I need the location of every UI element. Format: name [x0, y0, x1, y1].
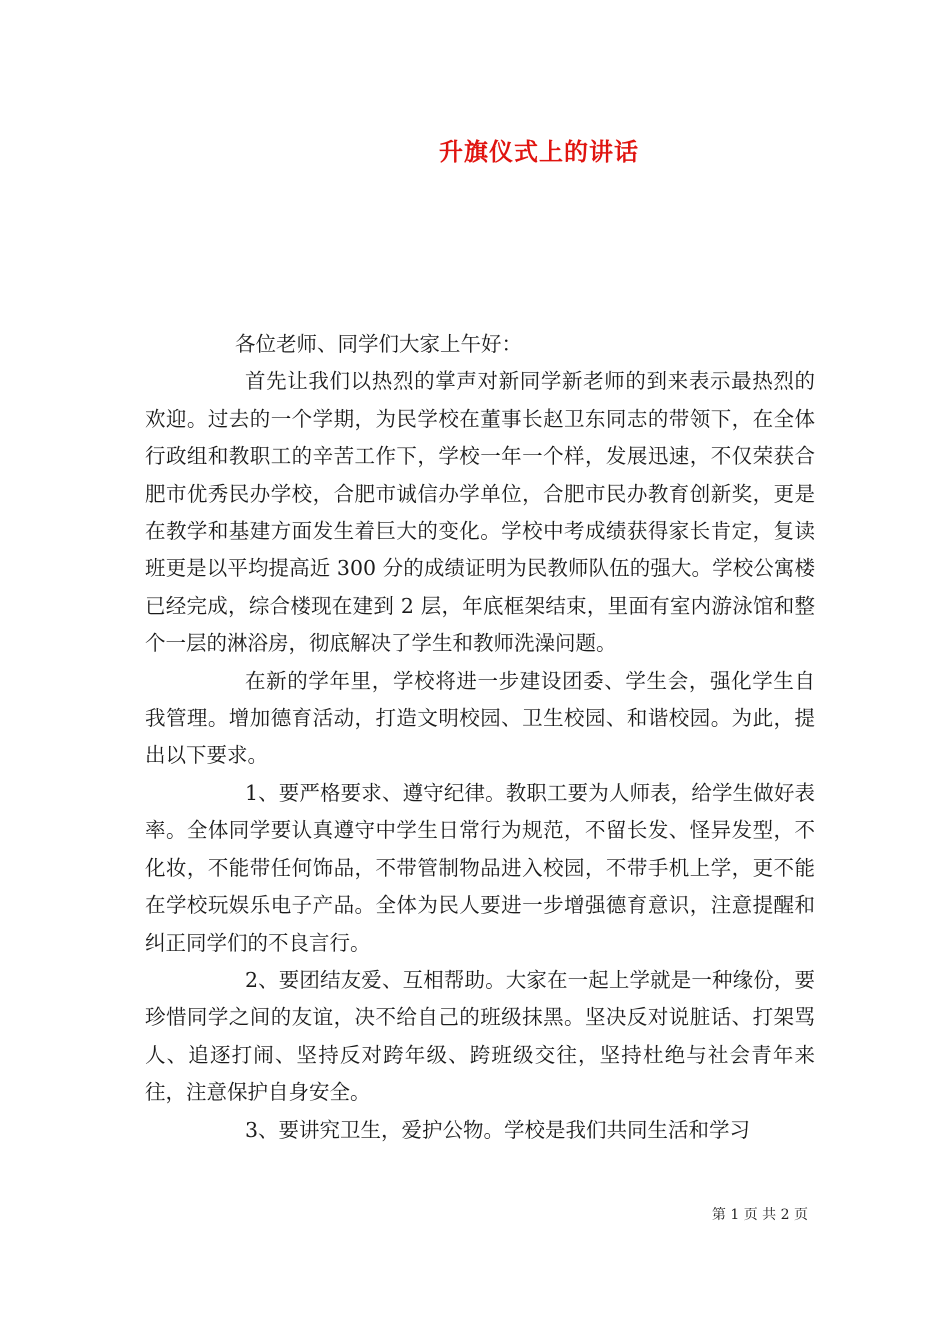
page-number-footer: 第 1 页 共 2 页: [711, 1207, 808, 1223]
document-body: [145, 326, 815, 1149]
body-paragraph: 1、要严格要求、遵守纪律。教职工要为人师表，给学生做好表率。全体同学要认真遵守中学生日常行为规范，不留长发、怪异发型，不化妆，不能带任何饰品，不带管制物品进入校园，不带手机上学，更不能在学校玩娱乐电子产品。全体为民人要进一步增强德育意识，注意提醒和纠正同学们的不良言行。: [145, 780, 815, 955]
body-paragraph: 3、要讲究卫生，爱护公物。学校是我们共同生活和学习: [245, 1117, 751, 1142]
body-paragraph: 在新的学年里，学校将进一步建设团委、学生会，强化学生自我管理。增加德育活动，打造文明校园、卫生校园、和谐校园。为此，提出以下要求。: [145, 668, 815, 768]
body-paragraph: 2、要团结友爱、互相帮助。大家在一起上学就是一种缘份，要珍惜同学之间的友谊，决不给自己的班级抹黑。坚决反对说脏话、打架骂人、追逐打闹、坚持反对跨年级、跨班级交往，坚持杜绝与社会青年来往，注意保护自身安全。: [145, 967, 815, 1105]
greeting-paragraph: 各位老师、同学们大家上午好：: [235, 332, 522, 356]
document-title: 升旗仪式上的讲话: [439, 137, 639, 166]
body-paragraph: 首先让我们以热烈的掌声对新同学新老师的到来表示最热烈的欢迎。过去的一个学期，为民学校在董事长赵卫东同志的带领下，在全体行政组和教职工的辛苦工作下，学校一年一个样，发展迅速，不仅荣获合肥市优秀民办学校，合肥市诚信办学单位，合肥市民办教育创新奖，更是在教学和基建方面发生着巨大的变化。学校中考成绩获得家长肯定，复读班更是以平均提高近 300 分的成绩证明为民教师队伍的强大。学校公寓楼已经完成，综合楼现在建到 2 层，年底框架结束，里面有室内游泳馆和整个一层的淋浴房，彻底解决了学生和教师洗澡问题。: [145, 369, 815, 656]
